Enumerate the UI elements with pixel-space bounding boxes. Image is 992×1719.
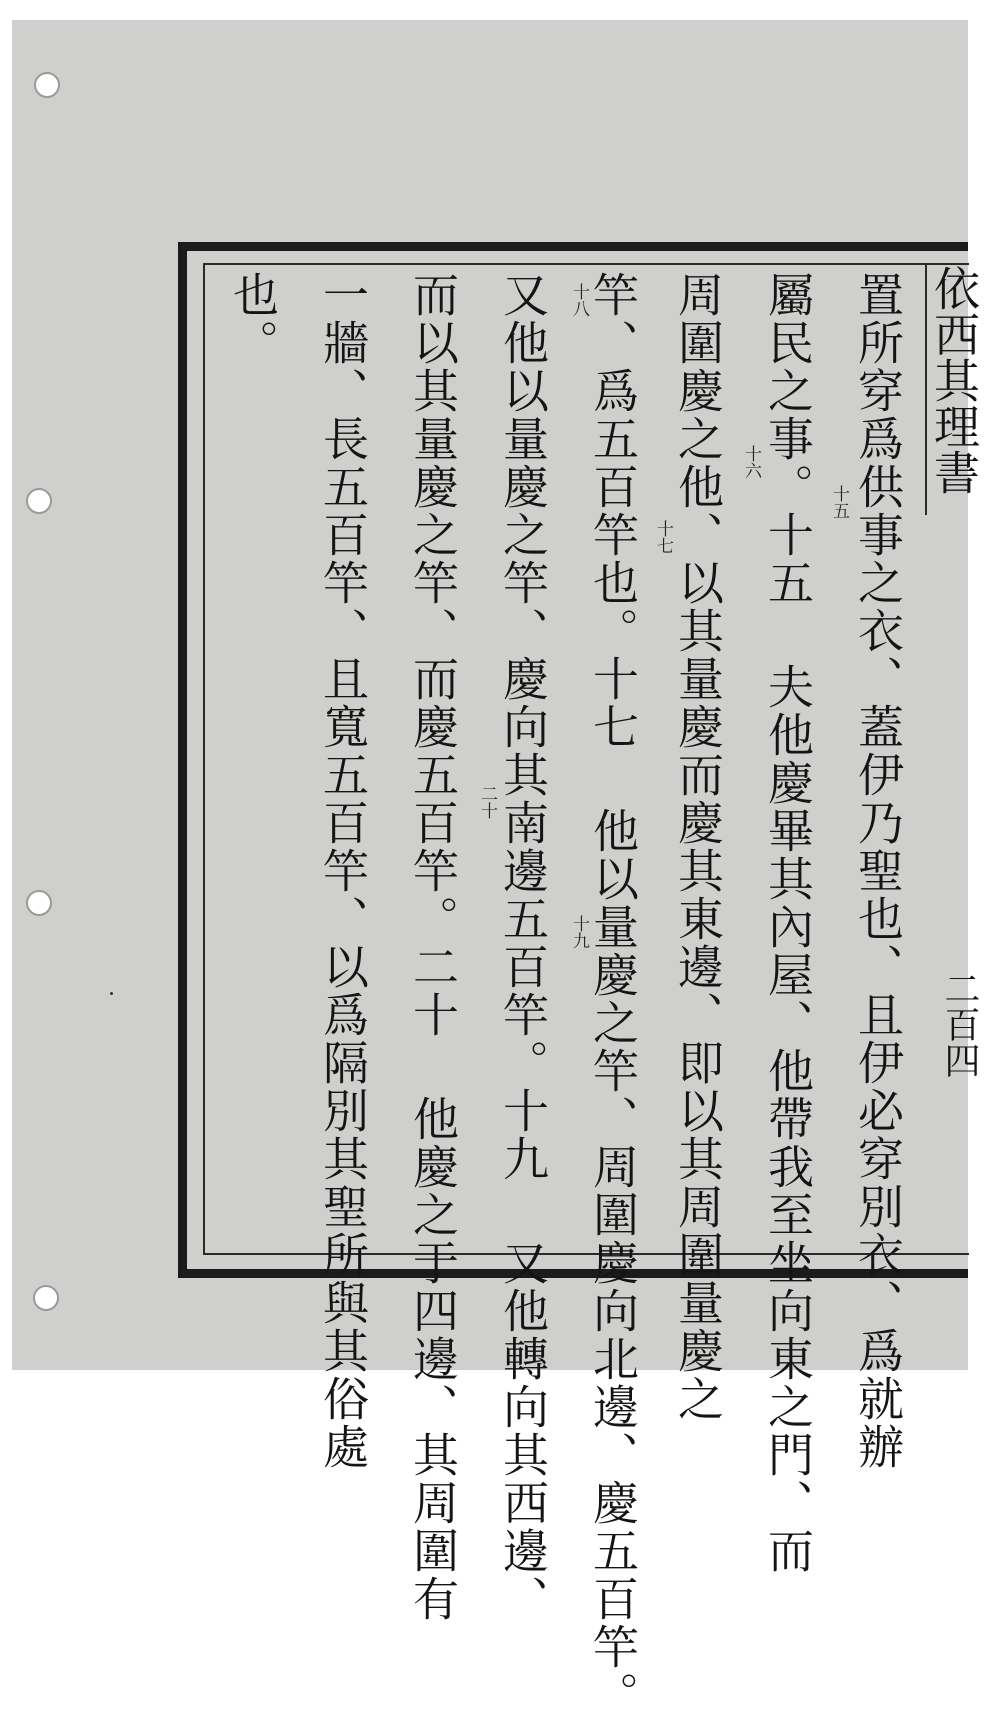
verse-marker: 十七 xyxy=(653,520,673,554)
punch-hole-3 xyxy=(26,890,52,916)
verse-marker: 十五 xyxy=(829,485,849,519)
text-column-7: 一牆、長五百竿、且寬五百竿、以爲隔別其聖所與其俗處 xyxy=(316,271,370,1471)
verse-marker: 十八 xyxy=(569,283,589,317)
inner-border xyxy=(203,263,981,1719)
verse-marker: 十九 xyxy=(569,915,589,949)
text-column-3: 周圍慶之他、以其量慶而慶其東邊、即以其周圍量慶之 xyxy=(671,271,725,1423)
text-column-1: 置所穿爲供事之衣、蓋伊乃聖也、且伊必穿別衣、爲就辦 xyxy=(851,271,905,1471)
speck xyxy=(110,992,113,995)
book-title: 依西其理書 xyxy=(925,265,977,515)
page-number: 二百四 xyxy=(939,970,980,1078)
punch-hole-4 xyxy=(33,1285,59,1311)
text-column-6: 而以其量慶之竿、而慶五百竿。二十 他慶之于四邊、其周圍有 xyxy=(406,271,460,1623)
text-column-8: 也。 xyxy=(226,271,280,367)
verse-marker: 十六 xyxy=(741,445,761,479)
text-frame xyxy=(178,242,981,1719)
text-column-4: 竿、爲五百竿也。十七 他以量慶之竿、周圍慶向北邊、慶五百竿。 xyxy=(586,271,640,1719)
text-column-5: 又他以量慶之竿、慶向其南邊五百竿。十九 又他轉向其西邊、 xyxy=(496,271,550,1623)
punch-hole-1 xyxy=(34,72,60,98)
text-column-2: 屬民之事。十五 夫他慶畢其內屋、他帶我至坐向東之門、而 xyxy=(761,271,815,1575)
verse-marker: 二十 xyxy=(477,785,497,819)
punch-hole-2 xyxy=(26,488,52,514)
